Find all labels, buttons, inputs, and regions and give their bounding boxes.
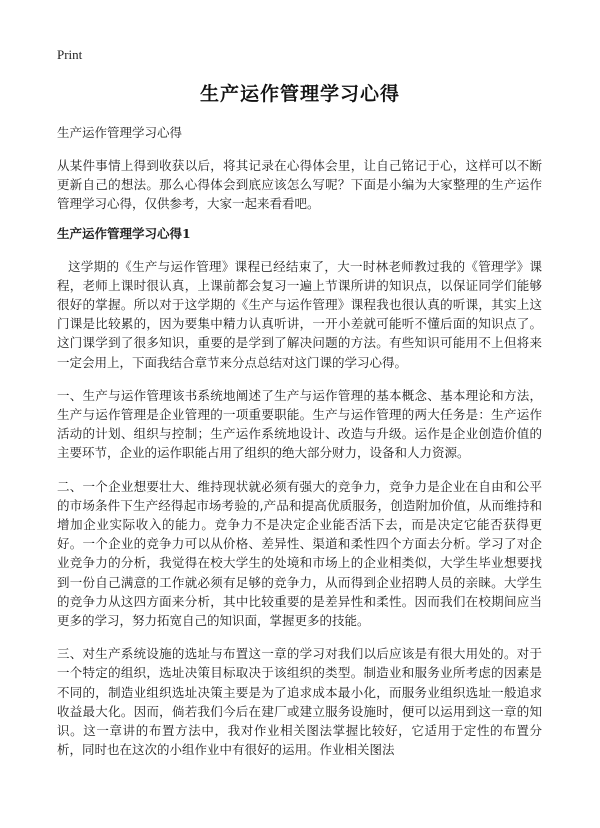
body-paragraph-4: 三、对生产系统设施的选址与布置这一章的学习对我们以后应该是有很大用处的。对于一个特定的组织，选址决策目标取决于该组织的类型。制造业和服务业所考虑的因素是不同的，制造业组织选址决策主要是为了追求成本最小化，而服务业组织选址一般追求收益最大化。因而，倘若我们今后在建厂或建立服务设施时，便可以运用到这一章的知识。这一章讲的布置方法中，我对作业相关图法掌握比较好，它适用于定性的布置分析，同时也在这次的小组作业中有很好的运用。作业相关图法	[57, 646, 542, 758]
doc-subtitle: 生产运作管理学习心得	[57, 125, 183, 140]
body-paragraph-2: 一、生产与运作管理该书系统地阐述了生产与运作管理的基本概念、基本理论和方法，生产与运作管理是企业管理的一项重要职能。生产与运作管理的两大任务是：生产运作活动的计划、组织与控制；生产运作系统地设计、改造与升级。运作是企业创造价值的主要环节，企业的运作职能占用了组织的绝大部分财力，设备和人力资源。	[57, 387, 542, 461]
intro-paragraph: 从某件事情上得到收获以后，将其记录在心得体会里，让自己铭记于心，这样可以不断更新自己的想法。那么心得体会到底应该怎么写呢？下面是小编为大家整理的生产运作管理学习心得，仅供参考，大家一起来看看吧。	[57, 158, 542, 212]
body-paragraph-3: 二、一个企业想要壮大、维持现状就必须有强大的竞争力，竞争力是企业在自由和公平的市场条件下生产经得起市场考验的,产品和提高优质服务，创造附加价值，从而维持和增加企业实际收入的能力。竞争力不是决定企业能否活下去，而是决定它能否获得更好。一个企业的竞争力可以从价格、差异性、渠道和柔性四个方面去分析。学习了对企业竞争力的分析，我觉得在校大学生的处境和市场上的企业相类似，大学生毕业想要找到一份自己满意的工作就必须有足够的竞争力，从而得到企业招聘人员的亲睐。大学生的竞争力从这四方面来分析，其中比较重要的是差异性和柔性。因而我们在校期间应当更多的学习，努力拓宽自己的知识面，掌握更多的技能。	[57, 478, 542, 629]
section-heading: 生产运作管理学习心得1	[57, 225, 191, 241]
article-body	[57, 123, 542, 773]
print-link[interactable]: Print	[57, 47, 83, 62]
page-title: 生产运作管理学习心得	[199, 83, 400, 105]
body-paragraph-1: 这学期的《生产与运作管理》课程已经结束了，大一时林老师教过我的《管理学》课程，老师上课时很认真，上课前都会复习一遍上节课所讲的知识点，以保证同学们能够很好的掌握。所以对于这学期的《生产与运作管理》课程我也很认真的听课，其实上这门课是比较累的，因为要集中精力认真听讲，一开小差就可能听不懂后面的知识点了。这门课学到了很多知识，重要的是学到了解决问题的方法。有些知识可能用不上但将来一定会用上，下面我结合章节来分点总结对这门课的学习心得。	[57, 258, 542, 370]
